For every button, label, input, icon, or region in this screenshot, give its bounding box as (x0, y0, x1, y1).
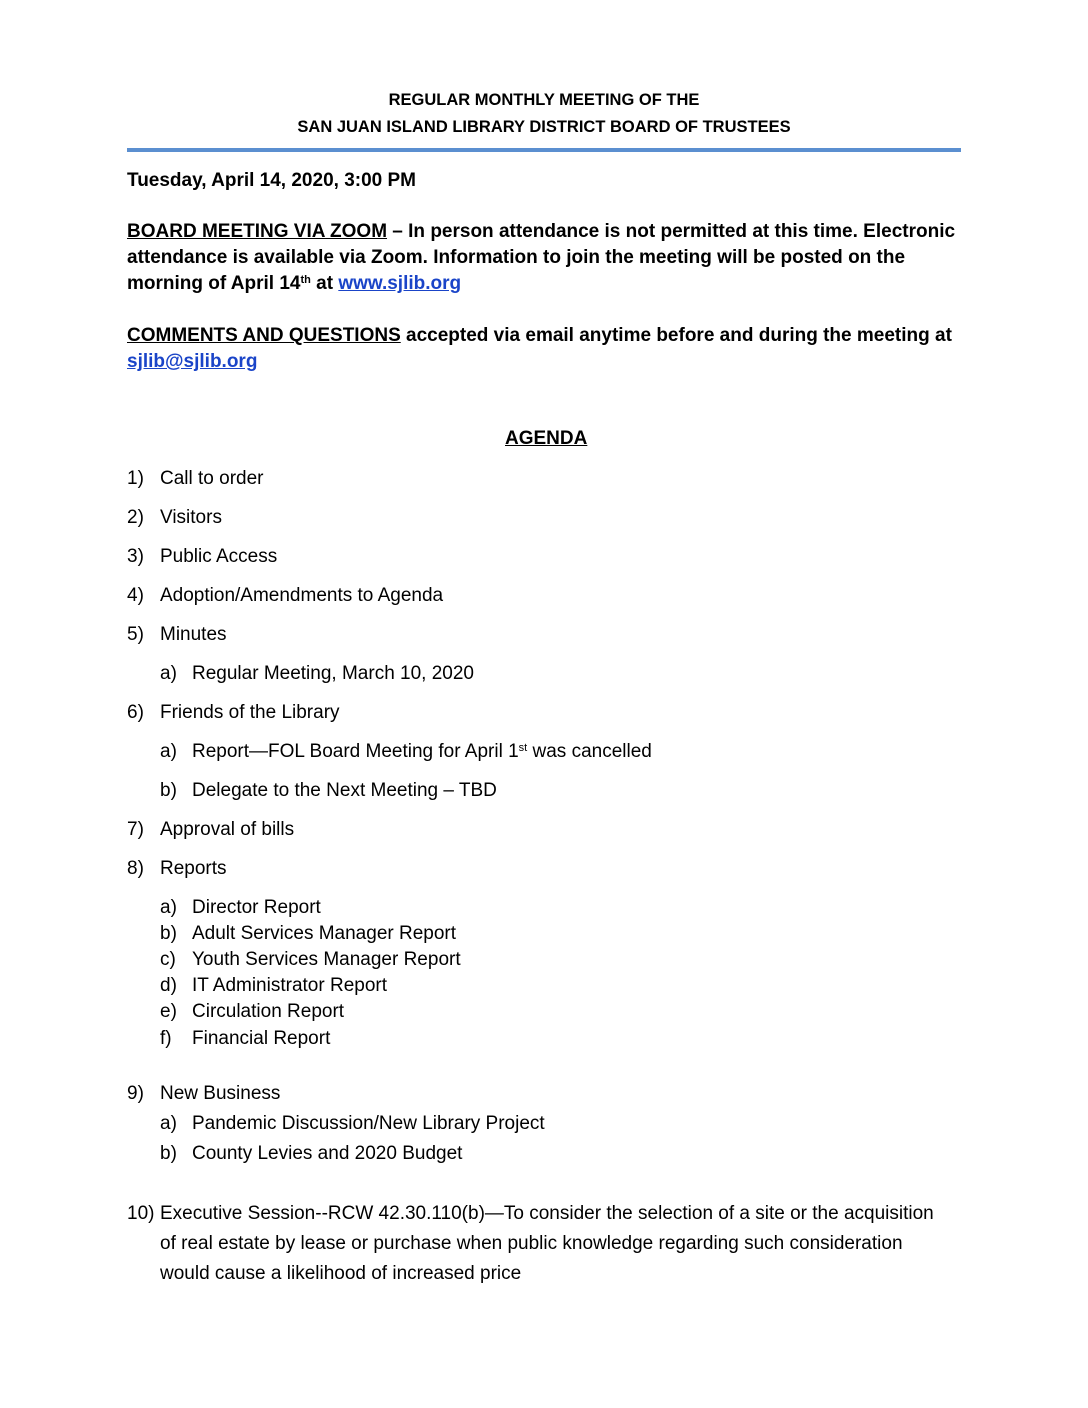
agenda-item-text: New Business (160, 1083, 281, 1104)
agenda-subitem-letter: e) (160, 1001, 177, 1022)
zoom-text-3b: at (310, 273, 339, 294)
agenda-item-text: Minutes (160, 624, 227, 645)
agenda-item-number: 3) (127, 546, 144, 567)
agenda-subitem-letter: a) (160, 897, 177, 918)
website-link[interactable]: www.sjlib.org (338, 273, 462, 294)
agenda-title: AGENDA (505, 428, 588, 449)
comments-heading: COMMENTS AND QUESTIONS (127, 325, 401, 346)
agenda-item-number: 4) (127, 585, 144, 606)
agenda-item-number: 2) (127, 507, 144, 528)
agenda-subitem-text: Pandemic Discussion/New Library Project (192, 1113, 545, 1134)
agenda-item-text: Public Access (160, 546, 278, 567)
agenda-item-text: Call to order (160, 468, 264, 489)
agenda-subitem-text: Youth Services Manager Report (192, 949, 461, 970)
zoom-paragraph-line-3 (127, 273, 461, 295)
agenda-item-number: 7) (127, 819, 144, 840)
agenda-item-text: Adoption/Amendments to Agenda (160, 585, 444, 606)
agenda-item-continuation: of real estate by lease or purchase when public knowledge regarding such consideration (160, 1233, 903, 1254)
zoom-text-3a: morning of April 14 (127, 273, 301, 294)
agenda-subitem-letter: b) (160, 780, 177, 801)
agenda-subitem-text: Financial Report (192, 1028, 331, 1049)
agenda-subitem-letter: b) (160, 1143, 177, 1164)
subitem-text-a: Report—FOL Board Meeting for April 1 (192, 741, 519, 762)
comments-text: accepted via email anytime before and during the meeting at (400, 325, 952, 346)
comments-paragraph-line-1 (127, 325, 952, 347)
header-divider (127, 148, 961, 152)
agenda-item-text: Reports (160, 858, 227, 879)
email-link[interactable]: sjlib@sjlib.org (127, 351, 258, 372)
agenda-subitem-letter: a) (160, 663, 177, 684)
agenda-item-text: Friends of the Library (160, 702, 340, 723)
agenda-subitem-text: Director Report (192, 897, 321, 918)
agenda-item-text: Executive Session--RCW 42.30.110(b)—To consider the selection of a site or the acquisition (160, 1203, 934, 1224)
agenda-subitem-text: Delegate to the Next Meeting – TBD (192, 780, 497, 801)
agenda-subitem-text: County Levies and 2020 Budget (192, 1143, 463, 1164)
agenda-item-number: 6) (127, 702, 144, 723)
subitem-text-b: was cancelled (527, 741, 652, 762)
agenda-subitem-letter: b) (160, 923, 177, 944)
zoom-paragraph-line-2: attendance is available via Zoom. Information to join the meeting will be posted on the (127, 247, 906, 268)
agenda-subitem-letter: d) (160, 975, 177, 996)
agenda-subitem-text: Adult Services Manager Report (192, 923, 457, 944)
agenda-item-number: 9) (127, 1083, 144, 1104)
agenda-item-number: 8) (127, 858, 144, 879)
agenda-item-number: 10) (127, 1203, 155, 1224)
agenda-item-continuation: would cause a likelihood of increased price (160, 1263, 522, 1284)
agenda-subitem-letter: a) (160, 1113, 177, 1134)
document-title-line-1: REGULAR MONTHLY MEETING OF THE (388, 91, 700, 109)
meeting-date: Tuesday, April 14, 2020, 3:00 PM (127, 170, 416, 191)
comments-paragraph-line-2 (127, 351, 257, 373)
agenda-subitem-text: Regular Meeting, March 10, 2020 (192, 663, 474, 684)
agenda-subitem-text: IT Administrator Report (192, 975, 388, 996)
subitem-sup: st (518, 742, 528, 754)
zoom-text-1: – In person attendance is not permitted at this time. Electronic (387, 221, 956, 242)
document-title-line-2: SAN JUAN ISLAND LIBRARY DISTRICT BOARD OF TRUSTEES (297, 118, 791, 136)
agenda-item-text: Approval of bills (160, 819, 295, 840)
agenda-subitem-letter: f) (160, 1028, 172, 1049)
agenda-item-number: 1) (127, 468, 144, 489)
agenda-subitem-text (192, 741, 652, 763)
agenda-item-text: Visitors (160, 507, 222, 528)
zoom-text-3-sup: th (300, 274, 311, 286)
agenda-subitem-text: Circulation Report (192, 1001, 345, 1022)
agenda-subitem-letter: a) (160, 741, 177, 762)
zoom-paragraph-line-1 (127, 221, 955, 243)
agenda-subitem-letter: c) (160, 949, 176, 970)
agenda-item-number: 5) (127, 624, 144, 645)
zoom-heading: BOARD MEETING VIA ZOOM (127, 221, 388, 242)
